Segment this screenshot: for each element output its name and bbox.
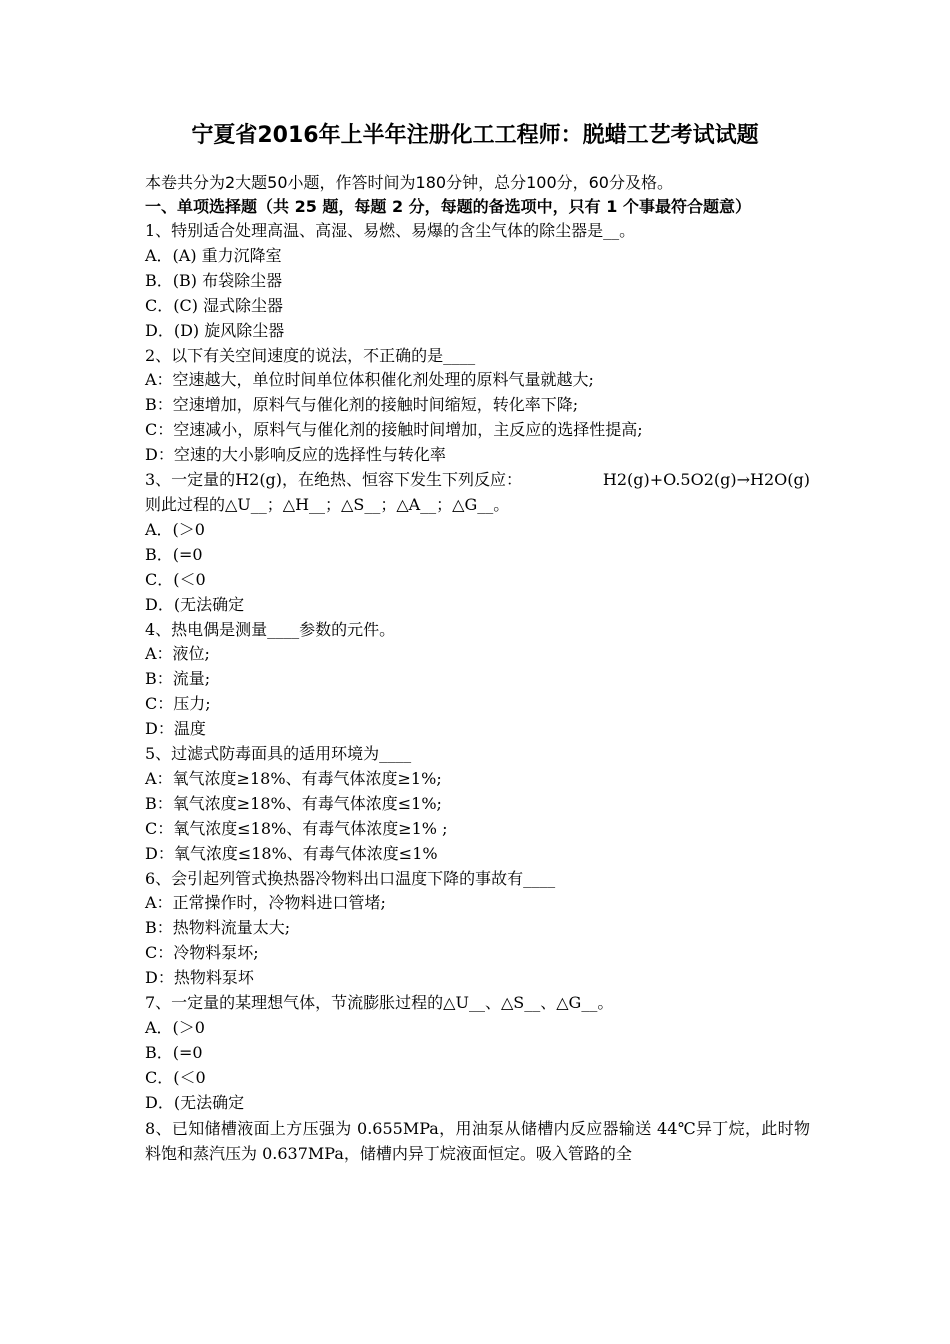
answer-option: B．(=0 [145,544,203,564]
answer-option: C：氧气浓度≤18%、有毒气体浓度≥1% ; [145,818,448,838]
answer-option: A：液位; [145,644,210,664]
answer-option: D：温度 [145,719,206,739]
section-heading: 一、单项选择题（共 25 题，每题 2 分，每题的备选项中，只有 1 个事最符合题意） [145,197,751,216]
answer-option: C：空速减小，原料气与催化剂的接触时间增加，主反应的选择性提高; [145,420,643,440]
question-stem: 7、一定量的某理想气体，节流膨胀过程的△U__、△S__、△G__。 [145,993,614,1013]
answer-option: D：热物料泵坏 [145,968,254,988]
answer-option: A．(＞0 [145,1018,205,1037]
question-stem-continued: 则此过程的△U__；△H__；△S__；△A__；△G__。 [145,494,510,514]
question-stem: 8、已知储槽液面上方压强为 0.655MPa，用油泵从储槽内反应器输送 44℃异丁烷，此时物料饱和蒸汽压为 0.637MPa，储槽内异丁烷液面恒定。吸入管路的全 [145,1118,810,1163]
answer-option: B：氧气浓度≥18%、有毒气体浓度≤1%; [145,793,442,813]
question-stem: 4、热电偶是测量____参数的元件。 [145,619,396,639]
answer-option: D．(D) 旋风除尘器 [145,320,285,340]
answer-option: B．(=0 [145,1042,203,1062]
answer-option: A．(＞0 [145,519,205,539]
answer-option: D：氧气浓度≤18%、有毒气体浓度≤1% [145,843,438,863]
question-stem: 6、会引起列管式换热器冷物料出口温度下降的事故有____ [145,868,556,888]
question-stem-text: 3、一定量的H2(g)，在绝热、恒容下发生下列反应： [145,470,523,490]
question-stem: 2、以下有关空间速度的说法，不正确的是____ [145,345,476,365]
answer-option: C：压力; [145,694,211,714]
answer-option: A：正常操作时，冷物料进口管堵; [145,893,386,913]
question-stem: 5、过滤式防毒面具的适用环境为____ [145,744,412,764]
answer-option: A：氧气浓度≥18%、有毒气体浓度≥1%; [145,768,442,788]
answer-option: C．(C) 湿式除尘器 [145,295,284,315]
answer-option: A：空速越大，单位时间单位体积催化剂处理的原料气量就越大; [145,370,594,390]
reaction-equation: H2(g)+O.5O2(g)→H2O(g) [602,470,810,490]
question-stem [145,468,810,493]
answer-option: D．(无法确定 [145,1092,245,1112]
answer-option: D：空速的大小影响反应的选择性与转化率 [145,445,446,465]
answer-option: B：流量; [145,669,211,689]
document-body [145,172,810,1166]
answer-option: C．(＜0 [145,1067,206,1087]
exam-intro: 本卷共分为2大题50小题，作答时间为180分钟，总分100分，60分及格。 [145,173,673,192]
answer-option: B．(B) 布袋除尘器 [145,270,283,290]
answer-option: B：空速增加，原料气与催化剂的接触时间缩短，转化率下降; [145,395,579,415]
page-title: 宁夏省2016年上半年注册化工工程师：脱蜡工艺考试试题 [191,123,759,148]
answer-option: B：热物料流量太大; [145,918,291,938]
answer-option: C：冷物料泵坏; [145,943,259,963]
answer-option: C．(＜0 [145,569,206,589]
question-stem: 1、特别适合处理高温、高湿、易燃、易爆的含尘气体的除尘器是__。 [145,221,636,240]
answer-option: A．(A) 重力沉降室 [145,245,282,265]
answer-option: D．(无法确定 [145,594,245,614]
